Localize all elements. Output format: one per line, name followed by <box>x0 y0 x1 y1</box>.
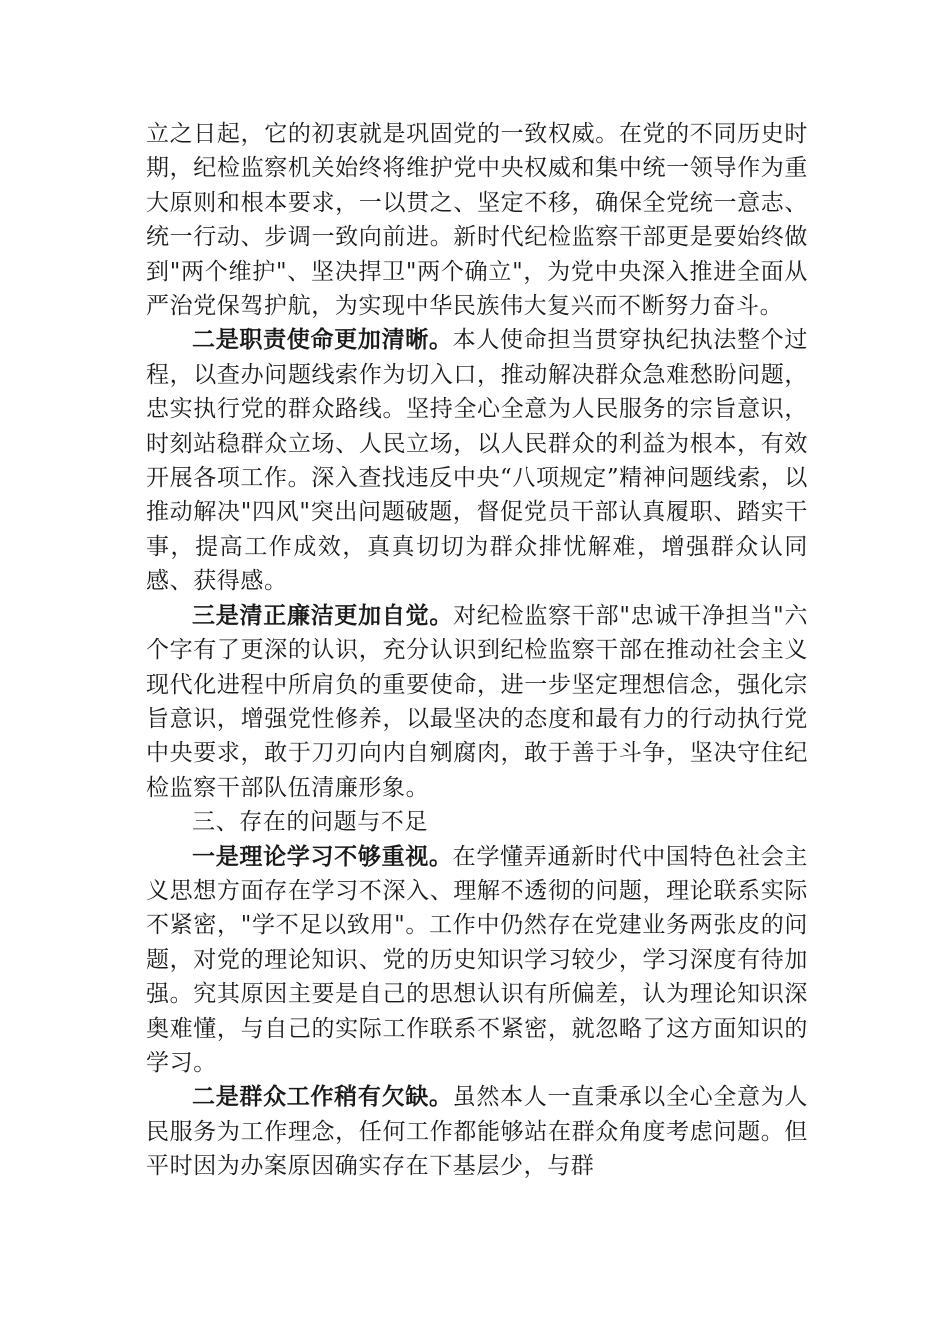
paragraph-text: 在学懂弄通新时代中国特色社会主义思想方面存在学习不深入、理解不透彻的问题，理论联系实际不紧密，"学不足以致用"。工作中仍然存在党建业务两张皮的问题，对党的理论知识、党的历史知识学习较少，学习深度有待加强。究其原因主要是自己的思想认识有所偏差，认为理论知识深奥难懂，与自己的实际工作联系不紧密，就忽略了这方面知识的学习。 <box>146 843 808 1076</box>
paragraph-lead: 二是职责使命更加清晰。 <box>192 326 453 354</box>
paragraph-lead: 三是清正廉洁更加自觉。 <box>192 601 454 629</box>
paragraph-lead: 一是理论学习不够重视。 <box>192 842 453 870</box>
paragraph-theory-study <box>146 840 808 1081</box>
section-heading: 三、存在的问题与不足 <box>192 809 428 836</box>
paragraph-mass-work <box>146 1080 808 1183</box>
paragraph-text: 对纪检监察干部"忠诚干净担当"六个字有了更深的认识，充分认识到纪检监察干部在推动社会主义现代化进程中所肩负的重要使命，进一步坚定理想信念，强化宗旨意识，增强党性修养，以最坚决的态度和最有力的行动执行党中央要求，敢于刀刃向内自剜腐肉，敢于善于斗争，坚决守住纪检监察干部队伍清廉形象。 <box>146 602 808 801</box>
paragraph-lead: 二是群众工作稍有欠缺。 <box>192 1083 453 1111</box>
paragraph-text: 立之日起，它的初衷就是巩固党的一致权威。在党的不同历史时期，纪检监察机关始终将维护党中央权威和集中统一领导作为重大原则和根本要求，一以贯之、坚定不移，确保全党统一意志、统一行动、步调一致向前进。新时代纪检监察干部更是要始终做到"两个维护"、坚决捍卫"两个确立"，为党中央深入推进全面从严治党保驾护航，为实现中华民族伟大复兴而不断努力奋斗。 <box>146 121 808 320</box>
paragraph-duty-mission <box>146 323 808 598</box>
paragraph-text: 本人使命担当贯穿执纪执法整个过程，以查办问题线索作为切入口，推动解决群众急难愁盼问题，忠实执行党的群众路线。坚持全心全意为人民服务的宗旨意识，时刻站稳群众立场、人民立场，以人民群众的利益为根本，有效开展各项工作。深入查找违反中央“八项规定”精神问题线索，以推动解决"四风"突出问题破题，督促党员干部认真履职、踏实干事，提高工作成效，真真切切为群众排忧解难，增强群众认同感、获得感。 <box>146 327 808 595</box>
paragraph-continuation <box>146 117 808 323</box>
document-page <box>146 117 808 1184</box>
paragraph-integrity <box>146 599 808 805</box>
paragraph-text: 虽然本人一直秉承以全心全意为人民服务为工作理念，任何工作都能够站在群众角度考虑问题。但平时因为办案原因确实存在下基层少，与群 <box>146 1084 808 1180</box>
